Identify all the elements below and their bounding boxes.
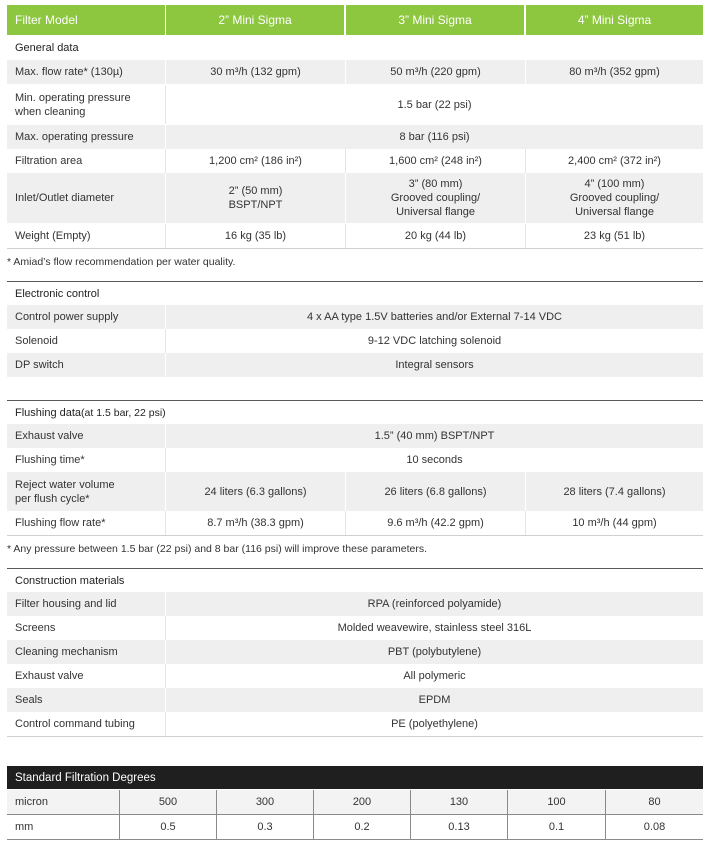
header-model-3in: 3” Mini Sigma: [398, 13, 472, 27]
micron-value: 200: [313, 790, 410, 814]
value-2in: 24 liters (6.3 gallons): [204, 485, 307, 498]
row-exhaust-valve: [7, 424, 703, 448]
degrees-title: Standard Filtration Degrees: [15, 771, 156, 784]
section-title-suffix: (at 1.5 bar, 22 psi): [81, 406, 166, 419]
value-4in: 10 m³/h (44 gpm): [572, 517, 657, 529]
degrees-title-bar: [7, 766, 703, 789]
row-flushing-flow-rate: [7, 511, 703, 535]
row-label: Exhaust valve: [15, 430, 84, 442]
value-4in: 23 kg (51 lb): [583, 230, 646, 242]
value-line: Grooved coupling/: [569, 192, 660, 204]
row-seals: [7, 688, 703, 712]
header-col-4in: [526, 5, 703, 35]
row-control-command-tubing: [7, 712, 703, 736]
value-all: RPA (reinforced polyamide): [367, 598, 502, 610]
value-all: 9-12 VDC latching solenoid: [367, 335, 502, 347]
row-label: [15, 85, 131, 124]
row-label: Weight (Empty): [15, 230, 91, 242]
mm-value: 0.13: [410, 815, 507, 839]
row-label: Control command tubing: [15, 718, 135, 730]
row-label: Control power supply: [15, 311, 119, 323]
value-3in: 20 kg (44 lb): [404, 230, 467, 242]
mm-value: 0.5: [119, 815, 216, 839]
header-col-2in: [166, 5, 344, 35]
row-screens: [7, 616, 703, 640]
value-all: All polymeric: [403, 670, 466, 682]
row-label: Flushing time*: [15, 454, 85, 466]
row-filter-housing: [7, 592, 703, 616]
header-col-3in: [346, 5, 524, 35]
value-3in: 1,600 cm² (248 in²): [389, 155, 482, 167]
row-control-power-supply: [7, 305, 703, 329]
section-construction-materials: [7, 568, 703, 592]
row-label-line2: when cleaning: [15, 105, 86, 118]
header-label: Filter Model: [15, 13, 78, 27]
row-flushing-time: [7, 448, 703, 472]
degrees-micron-label: micron: [15, 796, 49, 808]
row-label: Filtration area: [15, 155, 83, 167]
row-solenoid: [7, 329, 703, 353]
value-line: Grooved coupling/: [390, 192, 481, 204]
row-exhaust-valve-material: [7, 664, 703, 688]
section-title: Flushing data: [15, 406, 82, 419]
value-all: 8 bar (116 psi): [399, 131, 470, 143]
row-filtration-area: [7, 149, 703, 173]
general-footnote: * Amiad’s flow recommendation per water quality.: [7, 256, 236, 268]
row-label: Filter housing and lid: [15, 598, 117, 610]
value-all: Molded weavewire, stainless steel 316L: [337, 622, 532, 634]
value-3in: [346, 173, 525, 223]
value-3in: 9.6 m³/h (42.2 gpm): [387, 517, 484, 529]
row-label: Max. flow rate* (130µ): [15, 66, 123, 78]
value-4in: [526, 173, 703, 223]
micron-value: 130: [410, 790, 507, 814]
micron-value: 100: [507, 790, 605, 814]
value-2in: 8.7 m³/h (38.3 gpm): [207, 517, 304, 529]
row-max-flow-rate: [7, 60, 703, 84]
value-all: Integral sensors: [395, 359, 474, 371]
row-reject-water-volume: [7, 472, 703, 511]
row-label: DP switch: [15, 359, 64, 371]
row-label-line1: Reject water volume: [15, 478, 115, 491]
row-label: Cleaning mechanism: [15, 646, 118, 658]
value-2in: 16 kg (35 lb): [224, 230, 287, 242]
section-flushing-data: [7, 400, 703, 424]
row-max-operating-pressure: [7, 125, 703, 149]
row-label-line1: Min. operating pressure: [15, 91, 131, 104]
degrees-mm-row: [7, 815, 703, 840]
degrees-mm-label: mm: [15, 821, 34, 833]
value-line: 3” (80 mm): [408, 178, 463, 190]
value-3in: 26 liters (6.8 gallons): [384, 485, 487, 498]
flushing-footnote: * Any pressure between 1.5 bar (22 psi) and 8 bar (116 psi) will improve these parameters.: [7, 543, 428, 555]
micron-value: 300: [216, 790, 313, 814]
section-title: Construction materials: [15, 574, 125, 587]
value-line: BSPT/NPT: [228, 199, 283, 211]
value-2in: 1,200 cm² (186 in²): [209, 155, 302, 167]
row-weight: [7, 224, 703, 248]
row-label: Flushing flow rate*: [15, 517, 106, 529]
header-model-4in: 4” Mini Sigma: [577, 13, 652, 27]
value-line: Universal flange: [575, 206, 654, 218]
mm-value: 0.1: [507, 815, 605, 839]
row-label: Seals: [15, 694, 43, 706]
value-2in: [166, 173, 345, 223]
value-4in: 28 liters (7.4 gallons): [563, 485, 666, 498]
row-label: Exhaust valve: [15, 670, 84, 682]
value-all: 1.5” (40 mm) BSPT/NPT: [374, 430, 495, 442]
value-line: Universal flange: [396, 206, 475, 218]
row-label-line2: per flush cycle*: [15, 492, 90, 505]
value-all: 10 seconds: [406, 454, 463, 466]
header-filter-model: [7, 5, 165, 35]
row-cleaning-mechanism: [7, 640, 703, 664]
degrees-micron-row: [7, 790, 703, 815]
section-general-data: [7, 36, 703, 60]
section-title: General data: [15, 42, 79, 54]
value-4in: 2,400 cm² (372 in²): [568, 155, 661, 167]
value-4in: 80 m³/h (352 gpm): [569, 66, 660, 78]
row-dp-switch: [7, 353, 703, 377]
mm-value: 0.2: [313, 815, 410, 839]
row-inlet-outlet-diameter: [7, 173, 703, 223]
value-all: PBT (polybutylene): [387, 646, 482, 658]
row-label: Inlet/Outlet diameter: [15, 192, 115, 204]
mm-value: 0.08: [605, 815, 703, 839]
row-min-operating-pressure: [7, 85, 703, 124]
section-title: Electronic control: [15, 287, 100, 300]
row-label: Solenoid: [15, 335, 58, 347]
row-label: [15, 472, 115, 511]
value-line: 4” (100 mm): [584, 178, 645, 190]
value-all: EPDM: [418, 694, 451, 706]
value-2in: 30 m³/h (132 gpm): [210, 66, 301, 78]
micron-value: 500: [119, 790, 216, 814]
value-all: 1.5 bar (22 psi): [397, 98, 472, 111]
value-all: PE (polyethylene): [391, 718, 478, 730]
micron-value: 80: [605, 790, 703, 814]
value-all: 4 x AA type 1.5V batteries and/or External 7-14 VDC: [307, 311, 562, 323]
value-3in: 50 m³/h (220 gpm): [390, 66, 481, 78]
header-model-2in: 2” Mini Sigma: [218, 13, 292, 27]
mm-value: 0.3: [216, 815, 313, 839]
row-label: Max. operating pressure: [15, 131, 134, 143]
section-electronic-control: [7, 281, 703, 305]
row-label: Screens: [15, 622, 56, 634]
value-line: 2” (50 mm): [228, 185, 283, 197]
